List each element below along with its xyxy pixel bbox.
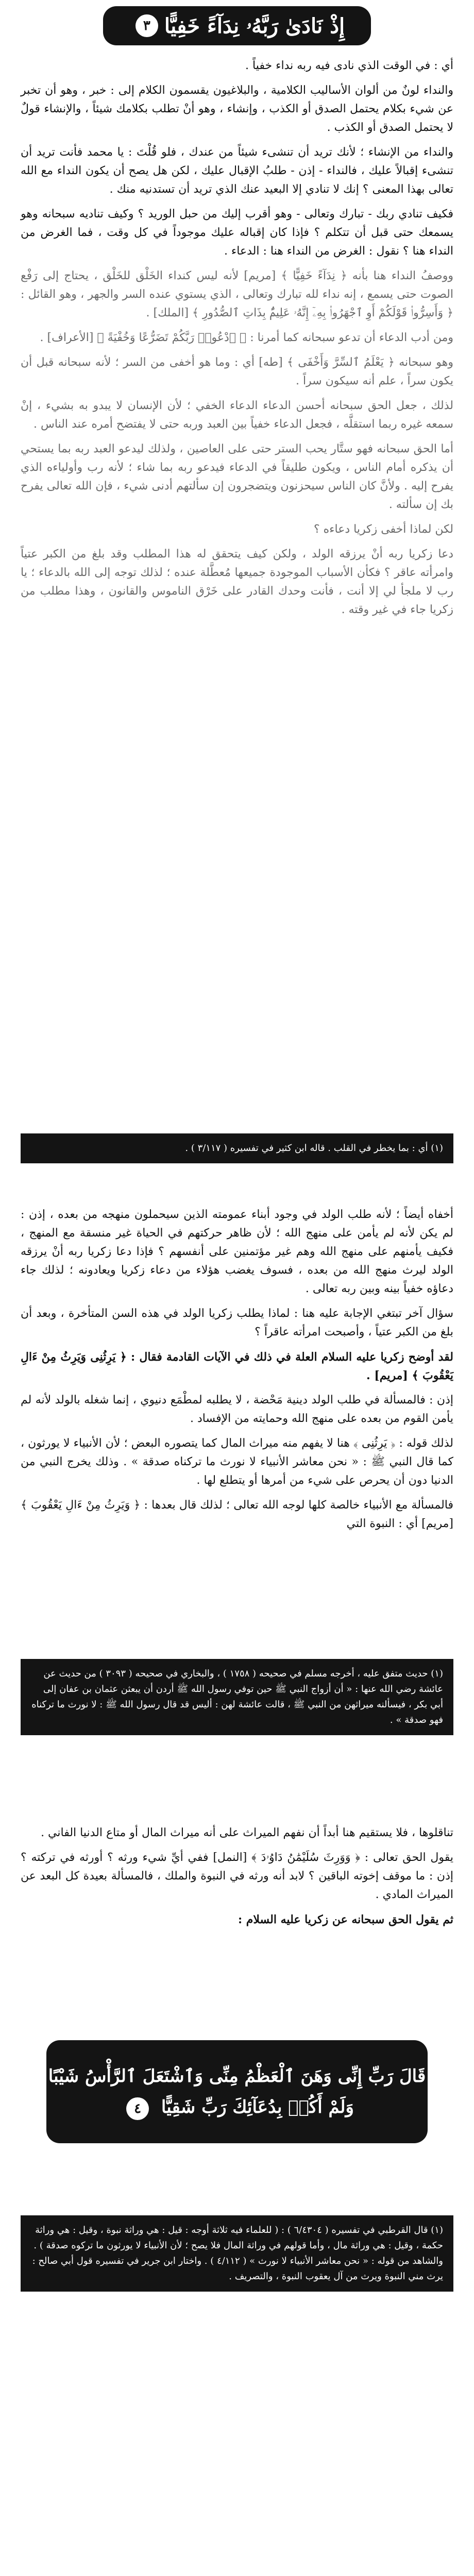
paragraph: لكن لماذا أخفى زكريا دعاءه ؟: [313, 523, 453, 536]
paragraph: والنداء لونٌ من ألوان الأساليب الكلامية ، والبلاغيون يقسمون الكلام إلى : خبر ، وهو أن تخبر عن شيء بكلام يحتمل الصدق أو الكذب ، وإنشاء ، وهو أنْ تطلب بكلامك شيئاً ، والإنشاء قولٌ لا يحتمل الصدق أو الكذب .: [21, 84, 453, 134]
paragraph: ثم يقول الحق سبحانه عن زكريا عليه السلام :: [238, 1913, 453, 1926]
paragraph: لذلك قوله : ﴿ يَرِثُنِى ﴾ هنا لا يفهم منه ميراث المال كما يتصوره البعض ؛ لأن الأنبياء لا يورثون ، كما قال النبي ﷺ : « نحن معاشر الأنبياء لا نورث ما تركناه صدقة » . وذلك يخرج النبي من الدنيا دون أن يحرص على شيء من أمرها أو يتطلع لها .: [21, 1437, 453, 1487]
paragraph: فالمسألة مع الأنبياء خالصة كلها لوجه الله تعالى ؛ لذلك قال بعدها : ﴿ وَيَرِثُ مِنْ ءَالِ يَعْقُوبَ ﴾ [مريم] أي : النبوة التي: [21, 1499, 453, 1530]
footnote-text: (١) قال القرطبي في تفسيره ( ٦/٤٣٠٤ ) : ( للعلماء فيه ثلاثة أوجه : قيل : هي وراثة نبوة ، وقيل : هي وراثة حكمة ، وقيل : هي وراثة مال ، وأما قولهم في وراثة المال فلا يصح ؛ لأن الأنبياء لا يورثون ما تركوه صدقة ) . والشاهد من قوله : « نحن معاشر الأنبياء لا نورث » ( ٤/١١٢ ) . واختار ابن جرير في تفسيره قول أبي صالح : يرث مني النبوة ويرث من آل يعقوب النبوة ، والتصريف .: [32, 2225, 443, 2282]
paragraph: أي : في الوقت الذي نادى فيه ربه نداء خفياً .: [245, 59, 453, 72]
section-1: [21, 57, 453, 625]
footnote-text: (١) أي : بما يخطر في القلب . قاله ابن كثير في تفسيره ( ٣/١١٧ ) .: [185, 1143, 443, 1154]
paragraph: أما الحق سبحانه فهو ستَّار يحب الستر حتى على العاصين ، ولذلك ليدعو العبد ربه بما يستحي أن يذكره أمام الناس ، ويكون طليقاً في الدعاء فيدعو ربه بما شاء ؛ لأنه رب وأولياءه الذي يفرح إليه . ولأنَّ كان الناس سيحزنون ويتضجرون إن سألتهم أدنى شيء ، فإن الله تعالى يفرح بك إن سألته .: [21, 443, 453, 511]
paragraph: فكيف تنادي ربك - تبارك وتعالى - وهو أقرب إليك من حبل الوريد ؟ وكيف تناديه سبحانه وهو يسمعك حتى قبل أن تتكلم ؟ فإذا كان إقباله عليك موجوداً في كل وقت ، فما الغرض من النداء هنا ؟ نقول : الغرض من النداء هنا : الدعاء .: [21, 208, 453, 258]
verse-banner: [46, 2040, 428, 2143]
verse-line-1: قَالَ رَبِّ إِنِّى وَهَنَ ٱلْعَظْمُ مِنِّى وَٱشْتَعَلَ ٱلرَّأْسُ شَيْبًا: [48, 2066, 426, 2087]
paragraph: أخفاه أيضاً ؛ لأنه طلب الولد في وجود أبناء عمومته الذين سيحملون منهجه من بعده ، إذن : لم يكن لأنه لم يأمن على منهج الله ؛ لأن ظاهر حركتهم في الحياة غير منسقة مع المنهج ، فكيف يأمنهم على منهج الله وهم غير مؤتمنين على أنفسهم ؟ فإذا دعا زكريا ربه أنْ يرزقه الولد ليرث منهج الله من بعده ، فسوف يغضب هؤلاء من دعاء زكريا ويعادونه ؛ لذلك جاء دعاؤه خفياً بينه وبين ربه تعالى .: [21, 1208, 453, 1295]
paragraph: لذلك ، جعل الحق سبحانه أحسن الدعاء الدعاء الخفي ؛ لأن الإنسان لا يبدو به بشيء ، إنْ سمعه غيره ربما استقلَّه ، فجعل الدعاء خفياً بين العبد وربه حتى لا يفتضح أمره عند الناس .: [21, 399, 453, 431]
paragraph: ومن أدب الدعاء أن تدعو سبحانه كما أمرنا : ﴿ ٱدْعُوا۟ رَبَّكُمْ تَضَرُّعًا وَخُفْيَةً ﴾ [الأعراف] .: [40, 331, 453, 344]
footnote-box-3: [21, 2215, 453, 2292]
paragraph: يقول الحق تعالى : ﴿ وَوَرِثَ سُلَيْمَٰنُ دَاوُۥدَ ﴾ [النمل] ففي أيِّ شيء ورثه ؟ أورثه في تركته ؟ إذن : ما موقف إخوته الباقين ؟ لابد أنه ورثه في النبوة والملك ، فالمسألة بعيدة كل البعد عن الميراث المادي .: [21, 1851, 453, 1901]
paragraph: تناقلوها ، فلا يستقيم هنا أبداً أن نفهم الميراث على أنه ميراث المال أو متاع الدنيا الفاني .: [41, 1826, 453, 1839]
verse-line-2: وَلَمْ أَكُنۢ بِدُعَآئِكَ رَبِّ شَقِيًّا ٤: [120, 2092, 354, 2123]
footnote-text: (١) حديث متفق عليه ، أخرجه مسلم في صحيحه ( ١٧٥٨ ) ، والبخاري في صحيحه ( ٣٠٩٣ ) من حديث عن عائشة رضي الله عنها : « أن أزواج النبي ﷺ حين توفي رسول الله ﷺ أردن أن يبعثن عثمان بن عفان إلى أبي بكر ، فيسألنه ميراثهن من النبي ﷺ ، قالت عائشة لهن : أليس قد قال رسول الله ﷺ : لا نورث ما تركناه فهو صدقة » .: [31, 1668, 443, 1725]
paragraph: والنداء من الإنشاء ؛ لأنك تريد أن تنشىء شيئاً من عندك ، فلو قُلْتَ : يا محمد فأنت تريد أن تنشىء إقبالاً عليك ، فالنداء - إذن - طلبُ الإقبال عليك ، لكن هل يصح أن يكون النداء مع الله تعالى بهذا المعنى ؟ إنك لا تنادي إلا البعيد عنك الذي تريد أن تستدنيه منك .: [21, 146, 453, 196]
paragraph: ووصفُ النداء هنا بأنه ﴿ نِدَآءً خَفِيًّا ﴾ [مريم] لأنه ليس كنداء الخَلْق للخَلْق ، يحتاج إلى رَفْع الصوت حتى يسمع ، إنه نداء لله تبارك وتعالى ، الذي يستوي عنده السر والجهر ، وهو القائل : ﴿ وَأَسِرُّوا۟ قَوْلَكُمْ أَوِ ٱجْهَرُوا۟ بِهِۦٓ إِنَّهُۥ عَلِيمٌۢ بِذَاتِ ٱلصُّدُورِ ﴾ [الملك] .: [21, 269, 453, 319]
section-3: [21, 1824, 453, 1935]
header-verse-banner: [103, 6, 371, 45]
paragraph: دعا زكريا ربه أنْ يرزقه الولد ، ولكن كيف يتحقق له هذا المطلب وقد بلغ من الكبر عتياً وامرأته عاقر ؟ فكأن الأسباب الموجودة جميعها مُعطَّلة عنده ؛ لذلك توجه إلى الله بالدعاء ؛ يا رب لا ملجأ لي إلا أنت ، فأنت وحدك القادر على خَرْق الناموس والقانون ، وهذا مطلب من زكريا جاء في غير وقته .: [21, 548, 453, 616]
banner-verse-text: إِذْ نَادَىٰ رَبَّهُۥ نِدَآءً خَفِيًّا: [164, 13, 345, 38]
paragraph: لقد أوضح زكريا عليه السلام العلة في ذلك في الآيات القادمة فقال : ﴿ يَرِثُنِى وَيَرِثُ مِنْ ءَالِ يَعْقُوبَ ﴾ [مريم] .: [21, 1350, 453, 1382]
footnote-box-1: [21, 1133, 453, 1163]
section-2: [21, 1206, 453, 1539]
paragraph: وهو سبحانه ﴿ يَعْلَمُ ٱلسِّرَّ وَأَخْفَى ﴾ [طه] أي : وما هو أخفى من السر ؛ لأنه سبحانه قبل أن يكون سراً ، علم أنه سيكون سراً .: [21, 356, 453, 387]
paragraph: سؤال آخر تبتغي الإجابة عليه هنا : لماذا يطلب زكريا الولد في هذه السن المتأخرة ، وبعد أن بلغ من الكبر عتياً ، وأصبحت امرأته عاقراً ؟: [21, 1307, 453, 1338]
footnote-box-2: [21, 1659, 453, 1735]
paragraph: إذن : فالمسألة في طلب الولد دينية مَحْضة ، لا يطلبه لمطْمَع دنيوي ، إنما شغله بالولد لأنه لم يأمن القوم من بعده على منهج الله وحمايته من الإفساد .: [21, 1394, 453, 1425]
verse-number-badge: ٣: [136, 14, 158, 37]
verse-number-badge: ٤: [126, 2097, 149, 2120]
